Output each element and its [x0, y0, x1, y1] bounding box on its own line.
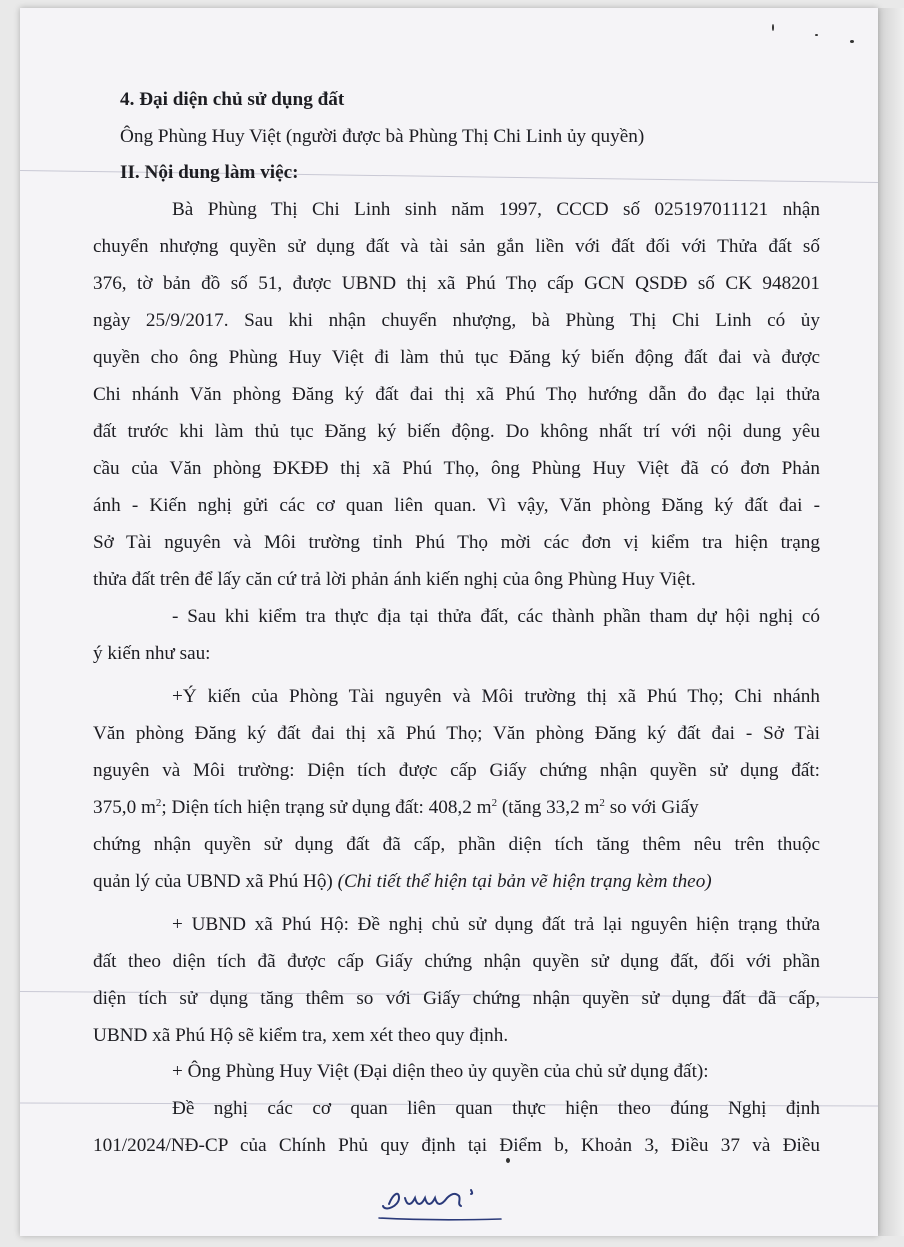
paragraph-line: - Sau khi kiểm tra thực địa tại thửa đất, các thành phần tham dự hội nghị có [172, 606, 820, 627]
area-current: ; Diện tích hiện trạng sử dụng đất: 408,2 m [161, 797, 492, 818]
paragraph-line: cầu của Văn phòng ĐKĐĐ thị xã Phú Thọ, ông Phùng Huy Việt đã có đơn Phản [93, 458, 820, 479]
speck [772, 24, 774, 31]
attachment-note: (Chi tiết thể hiện tại bản vẽ hiện trạng kèm theo) [337, 871, 712, 892]
paragraph-line: ý kiến như sau: [93, 643, 211, 664]
heading-content: II. Nội dung làm việc: [120, 162, 299, 183]
paragraph-line: Sở Tài nguyên và Môi trường tỉnh Phú Thọ mời các đơn vị kiểm tra hiện trạng [93, 532, 820, 553]
paragraph-line: Bà Phùng Thị Chi Linh sinh năm 1997, CCCD số 025197011121 nhận [172, 199, 820, 220]
paragraph-line: Văn phòng Đăng ký đất đai thị xã Phú Thọ; Văn phòng Đăng ký đất đai - Sở Tài [93, 723, 820, 744]
paragraph-line: diện tích sử dụng tăng thêm so với Giấy chứng nhận quyền sử dụng đất đã cấp, [93, 988, 820, 1009]
document-page [20, 8, 878, 1236]
paragraph-line: 376, tờ bản đồ số 51, được UBND thị xã Phú Thọ cấp GCN QSDĐ số CK 948201 [93, 273, 820, 294]
paragraph-line: UBND xã Phú Hộ sẽ kiểm tra, xem xét theo quy định. [93, 1025, 509, 1046]
paragraph-line: ngày 25/9/2017. Sau khi nhận chuyển nhượng, bà Phùng Thị Chi Linh có ủy [93, 310, 820, 331]
paragraph-line: Đề nghị các cơ quan liên quan thực hiện theo đúng Nghị định [172, 1098, 820, 1119]
representative-line: Ông Phùng Huy Việt (người được bà Phùng Thị Chi Linh ủy quyền) [120, 126, 645, 147]
paragraph-line [93, 868, 820, 896]
paragraph-line: + Ông Phùng Huy Việt (Đại diện theo ủy quyền của chủ sử dụng đất): [172, 1061, 709, 1082]
paragraph-line: Chi nhánh Văn phòng Đăng ký đất đai thị xã Phú Thọ hướng dẫn đo đạc lại thửa [93, 384, 820, 405]
management-text: quản lý của UBND xã Phú Hộ) [93, 871, 338, 892]
signature-icon [375, 1176, 525, 1226]
paragraph-line: 101/2024/NĐ-CP của Chính Phủ quy định tại Điểm b, Khoản 3, Điều 37 và Điều [93, 1135, 820, 1156]
paragraph-line: ánh - Kiến nghị gửi các cơ quan liên quan. Vì vậy, Văn phòng Đăng ký đất đai - [93, 495, 820, 516]
superscript: 2 [491, 797, 498, 809]
paragraph-line: thửa đất trên để lấy căn cứ trả lời phản ánh kiến nghị của ông Phùng Huy Việt. [93, 569, 696, 590]
area-compare: so với Giấy [604, 797, 699, 818]
paragraph-line: chứng nhận quyền sử dụng đất đã cấp, phần diện tích tăng thêm nêu trên thuộc [93, 834, 820, 855]
superscript: 2 [599, 797, 605, 809]
page-edge [878, 8, 904, 1236]
heading-representative: 4. Đại diện chủ sử dụng đất [120, 89, 345, 110]
paragraph-line: đất theo diện tích đã được cấp Giấy chứng nhận quyền sử dụng đất, đối với phần [93, 951, 820, 972]
speck [850, 40, 854, 43]
paragraph-line: chuyển nhượng quyền sử dụng đất và tài sản gắn liền với đất đối với Thửa đất số [93, 236, 820, 257]
area-increase: (tăng 33,2 m [497, 797, 600, 818]
area-granted: 375,0 m [93, 797, 156, 818]
area-line [93, 794, 820, 822]
paragraph-line: quyền cho ông Phùng Huy Việt đi làm thủ tục Đăng ký biến động đất đai và được [93, 347, 820, 368]
paragraph-line: nguyên và Môi trường: Diện tích được cấp Giấy chứng nhận quyền sử dụng đất: [93, 760, 820, 781]
speck [815, 34, 818, 36]
paragraph-line: +Ý kiến của Phòng Tài nguyên và Môi trường thị xã Phú Thọ; Chi nhánh [172, 686, 820, 707]
paragraph-line: + UBND xã Phú Hộ: Đề nghị chủ sử dụng đất trả lại nguyên hiện trạng thửa [172, 914, 820, 935]
paragraph-line: đất trước khi làm thủ tục Đăng ký biến động. Do không nhất trí với nội dung yêu [93, 421, 820, 442]
superscript: 2 [155, 797, 162, 809]
